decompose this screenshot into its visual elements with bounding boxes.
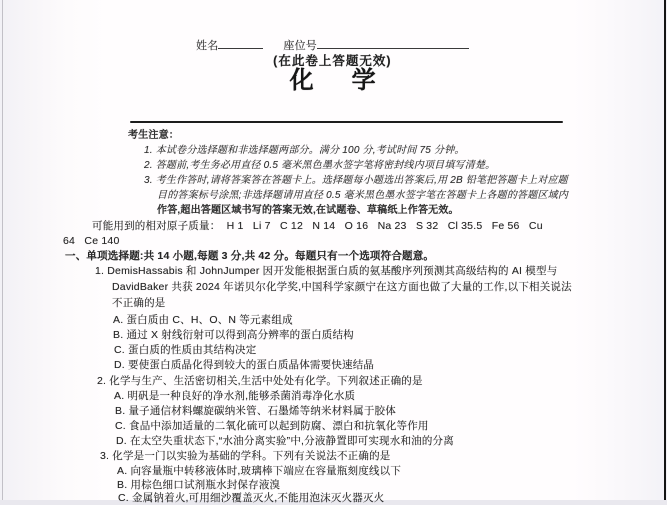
page-right-edge-line xyxy=(664,0,666,500)
question-3-option-c: C. 金属钠着火,可用细沙覆盖灭火,不能用泡沫灭火器灭火 xyxy=(118,492,385,504)
question-1-option-c: C. 蛋白质的性质由其结构决定 xyxy=(114,344,257,356)
notice-item-3-line-1: 3. 考生作答时,请将答案答在答题卡上。选择题每小题选出答案后,用 2B 铅笔把答题卡上对应题 xyxy=(144,175,568,186)
question-1-line-3: 不正确的是 xyxy=(112,297,166,309)
name-label: 姓名 xyxy=(196,40,219,52)
question-2-line-1: 2. 化学与生产、生活密切相关,生活中处处有化学。下列叙述正确的是 xyxy=(97,375,423,387)
atomic-masses-line-2: 64 Ce 140 xyxy=(63,235,120,247)
question-2-option-a: A. 明矾是一种良好的净水剂,能够杀菌消毒净化水质 xyxy=(114,390,356,402)
question-1-line-1: 1. DemisHassabis 和 JohnJumper 因开发能根据蛋白质的氨基酸序列预测其高级结构的 AI 模型与 xyxy=(95,265,558,277)
page-left-edge-line xyxy=(2,0,3,500)
question-3-line-1: 3. 化学是一门以实验为基础的学科。下列有关说法不正确的是 xyxy=(100,450,391,462)
question-1-option-d: D. 要使蛋白质晶化得到较大的蛋白质晶体需要快速结晶 xyxy=(114,359,375,371)
question-3-option-a: A. 向容量瓶中转移液体时,玻璃棒下端应在容量瓶刻度线以下 xyxy=(117,465,402,477)
notice-item-3-line-2: 目的答案标号涂黑;非选择题请用直径 0.5 毫米黑色墨水签字笔在答题卡上各题的答题区域内 xyxy=(157,190,569,201)
notice-item-3-line-3: 作答,超出答题区域书写的答案无效,在试题卷、草稿纸上作答无效。 xyxy=(157,205,459,216)
header-rule xyxy=(130,121,563,123)
notice-item-1: 1. 本试卷分选择题和非选择题两部分。满分 100 分,考试时间 75 分钟。 xyxy=(144,145,465,156)
subject-title xyxy=(289,67,376,94)
name-blank xyxy=(218,38,263,49)
atomic-masses-line-1: 可能用到的相对原子质量： H 1 Li 7 C 12 N 14 O 16 Na 23 S 32 Cl 35.5 Fe 56 Cu xyxy=(92,220,543,232)
question-3-option-b: B. 用棕色细口试剂瓶水封保存液溴 xyxy=(117,479,281,491)
answer-invalid-note: (在此卷上答题无效) xyxy=(273,54,392,68)
subject-title-char1: 化 xyxy=(289,67,314,94)
section-1-heading: 一、单项选择题:共 14 小题,每题 3 分,共 42 分。每题只有一个选项符合题意。 xyxy=(65,250,435,262)
subject-title-char2: 学 xyxy=(351,67,376,94)
question-1-option-a: A. 蛋白质由 C、H、O、N 等元素组成 xyxy=(113,314,293,326)
name-seat-row xyxy=(196,38,469,53)
seat-label: 座位号 xyxy=(283,40,318,52)
question-1-line-2: DavidBaker 共获 2024 年诺贝尔化学奖,中国科学家颜宁在这方面也做了大量的工作,以下相关说法 xyxy=(112,281,572,293)
notice-heading: 考生注意： xyxy=(128,130,179,141)
question-1-option-b: B. 通过 X 射线衍射可以得到高分辨率的蛋白质结构 xyxy=(113,329,354,341)
question-2-option-d: D. 在太空失重状态下,“水油分离实验”中,分液静置即可实现水和油的分离 xyxy=(116,435,454,447)
seat-blank xyxy=(317,38,469,49)
notice-item-2: 2. 答题前,考生务必用直径 0.5 毫米黑色墨水签字笔将密封线内项目填写清楚。 xyxy=(144,160,496,171)
question-2-option-c: C. 食品中添加适量的二氧化硫可以起到防腐、漂白和抗氧化等作用 xyxy=(115,420,429,432)
question-2-option-b: B. 量子通信材料螺旋碳纳米管、石墨烯等纳米材料属于胶体 xyxy=(115,405,396,417)
